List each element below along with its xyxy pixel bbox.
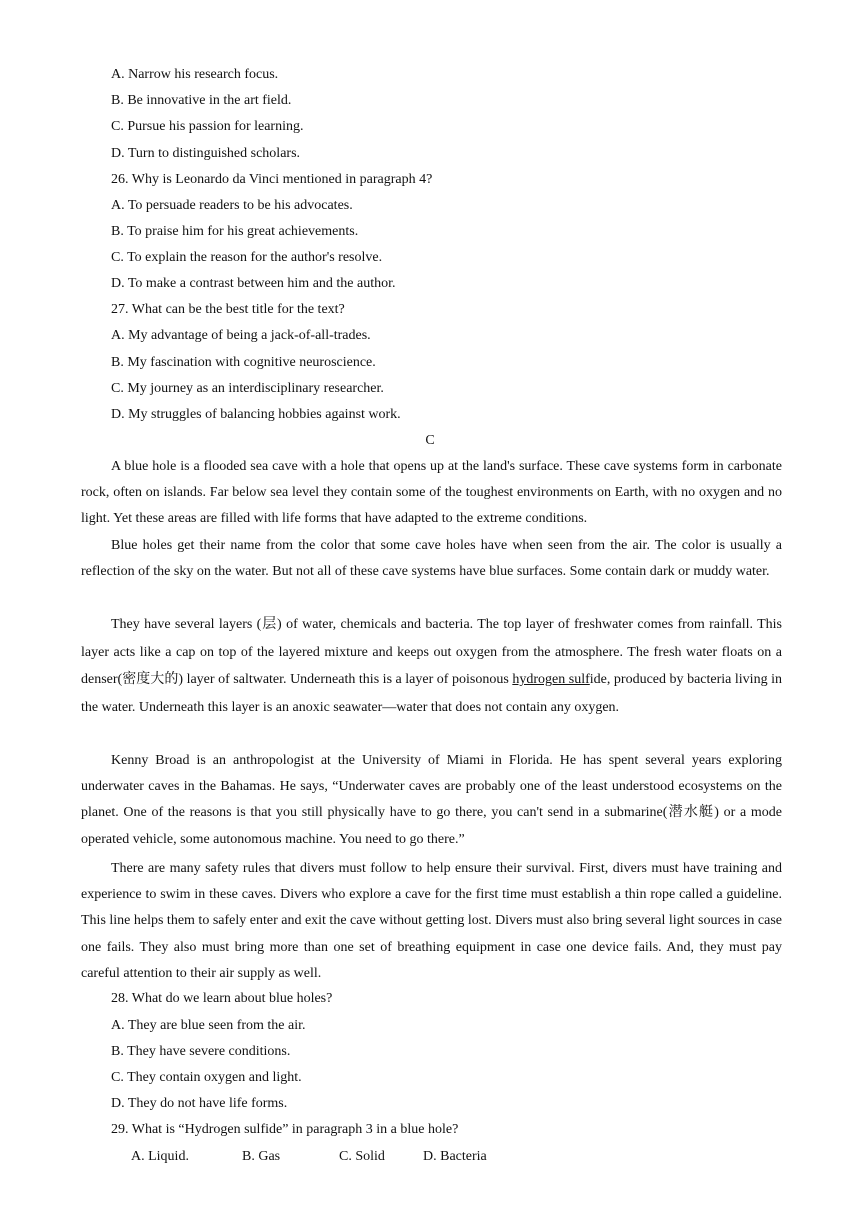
q27-option-b: B. My fascination with cognitive neuroscience. (111, 355, 376, 370)
q27-option-a: A. My advantage of being a jack-of-all-trades. (111, 328, 371, 343)
q25-option-c: C. Pursue his passion for learning. (111, 119, 304, 134)
passage-paragraph-4: Kenny Broad is an anthropologist at the University of Miami in Florida. He has spent several years exploring underwater caves in the Bahamas. He says, “Underwater caves are probably one of the least understood ecosystems on the planet. One of the reasons is that you still physically have to go there, you can't send in a submarine(潜水艇) or a mode operated vehicle, some autonomous machine. You need to go there.” (81, 753, 782, 847)
q28-option-c: C. They contain oxygen and light. (111, 1070, 302, 1085)
q29-options (131, 1148, 487, 1166)
passage-paragraph-1: A blue hole is a flooded sea cave with a hole that opens up at the land's surface. These cave systems form in carbonate rock, often on islands. Far below sea level they contain some of the toughest environments on Earth, with no oxygen and no light. Yet these areas are filled with life forms that have adapted to the extreme conditions. (81, 459, 782, 527)
paragraph-3-text-end: ide, produced by bacteria living in the water. Underneath this layer is an anoxic seawater—water that does not contain any oxygen. (81, 672, 782, 716)
passage-paragraph-3 (81, 611, 782, 722)
q26-option-a: A. To persuade readers to be his advocates. (111, 198, 353, 213)
q28-stem: 28. What do we learn about blue holes? (111, 991, 333, 1006)
q27-stem: 27. What can be the best title for the text? (111, 302, 345, 317)
q28-option-d: D. They do not have life forms. (111, 1096, 288, 1111)
passage-paragraph-2: Blue holes get their name from the color that some cave holes have when seen from the air. The color is usually a reflection of the sky on the water. But not all of these cave systems have blue surfaces. Some contain dark or muddy water. (81, 538, 782, 580)
q27-option-c: C. My journey as an interdisciplinary researcher. (111, 381, 384, 396)
q28-option-b: B. They have severe conditions. (111, 1044, 291, 1059)
q29-option-d: D. Bacteria (423, 1149, 487, 1164)
q26-option-c: C. To explain the reason for the author's resolve. (111, 250, 383, 265)
q26-option-b: B. To praise him for his great achievements. (111, 224, 359, 239)
q29-option-b: B. Gas (242, 1149, 281, 1164)
q27-option-d: D. My struggles of balancing hobbies against work. (111, 407, 401, 422)
q25-option-d: D. Turn to distinguished scholars. (111, 146, 301, 161)
passage-paragraph-5: There are many safety rules that divers must follow to help ensure their survival. First, divers must have training and experience to swim in these caves. Divers who explore a cave for the first time must establish a thin rope called a guideline. This line helps them to safely enter and exit the cave without getting lost. Divers must also bring several light sources in case one fails. They also must bring more than one set of breathing equipment in case one device fails. And, they must pay careful attention to their air supply as well. (81, 861, 782, 981)
hydrogen-sulfide-underlined: hydrogen sulf (512, 672, 590, 688)
q25-option-b: B. Be innovative in the art field. (111, 93, 292, 108)
q29-option-a: A. Liquid. (131, 1149, 189, 1164)
paragraph-3-text-start: They have several layers (层) of water, chemicals and bacteria. The top layer of freshwater comes from rainfall. This layer acts like a cap on top of the layered mixture and keeps out oxygen from the atmosphere. The fresh water floats on a denser(密度大的) layer of saltwater. Underneath this is a layer of poisonous (81, 617, 782, 688)
q25-option-a: A. Narrow his research focus. (111, 67, 279, 82)
section-heading: C (425, 433, 435, 448)
q29-stem: 29. What is “Hydrogen sulfide” in paragraph 3 in a blue hole? (111, 1122, 459, 1137)
q28-option-a: A. They are blue seen from the air. (111, 1018, 306, 1033)
q26-stem: 26. Why is Leonardo da Vinci mentioned in paragraph 4? (111, 172, 433, 187)
q26-option-d: D. To make a contrast between him and the author. (111, 276, 396, 291)
q29-option-c: C. Solid (339, 1149, 385, 1164)
